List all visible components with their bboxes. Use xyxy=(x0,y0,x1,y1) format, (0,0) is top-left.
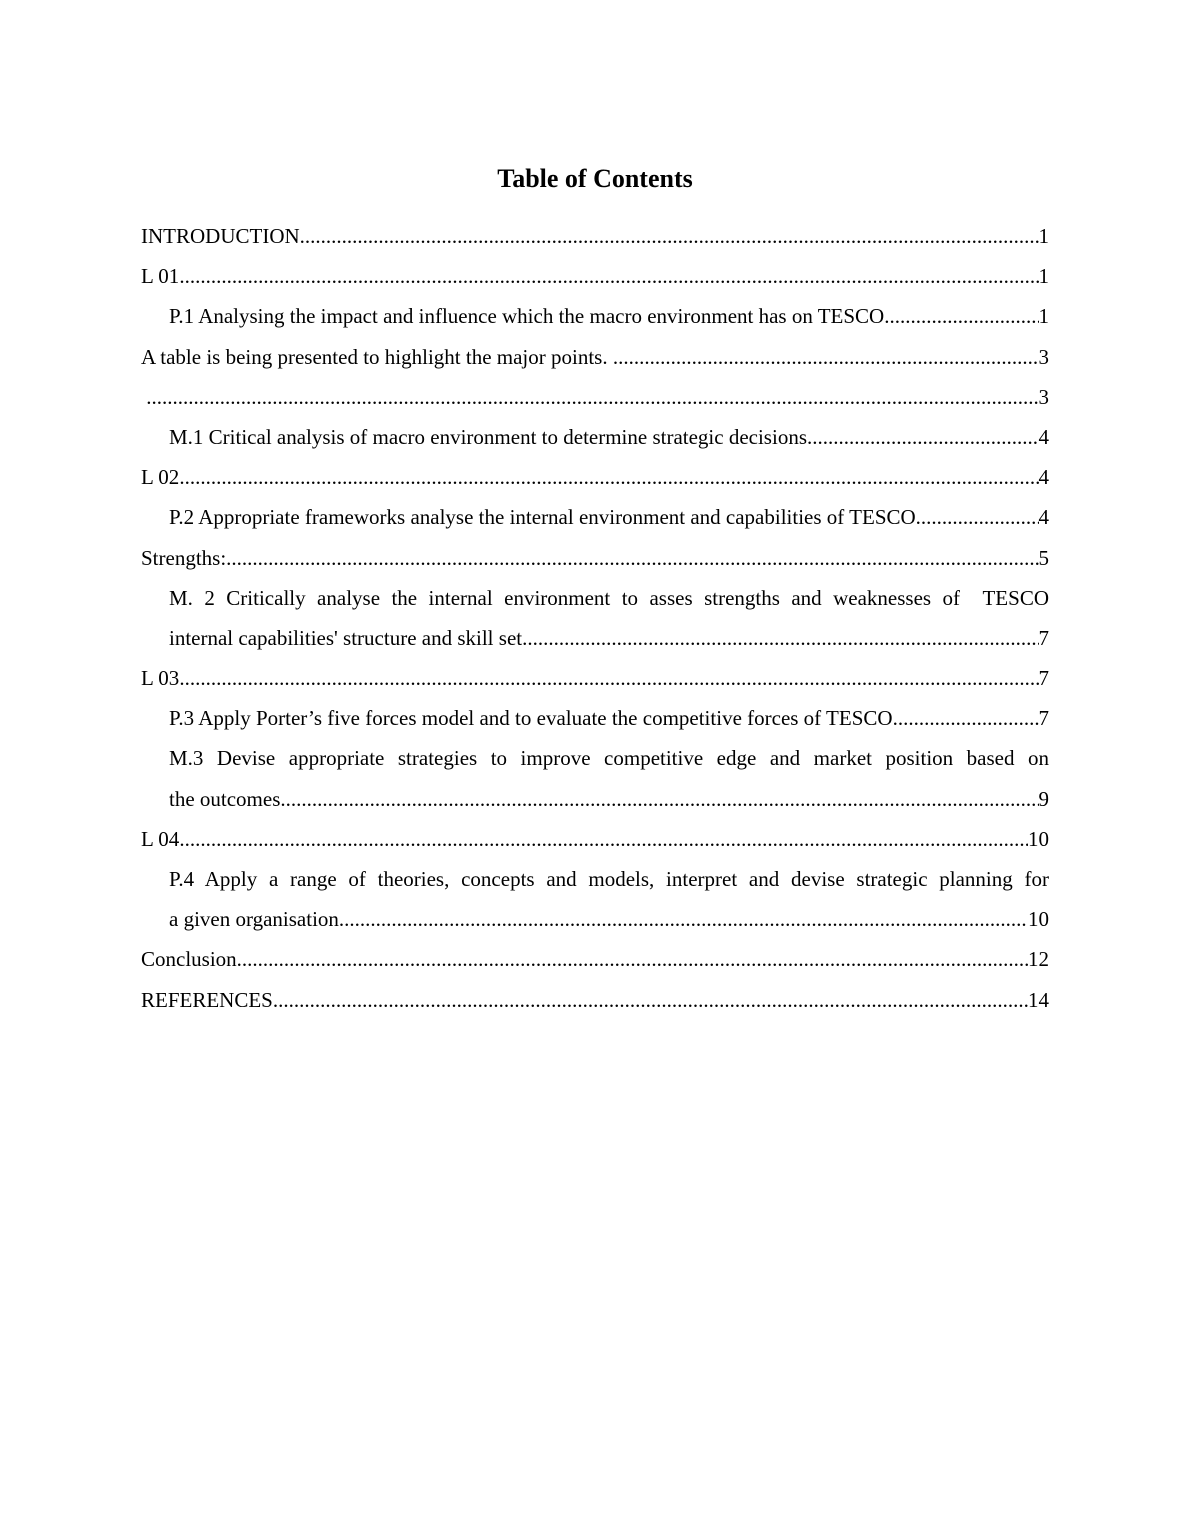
toc-entry-p4[interactable] xyxy=(141,899,1049,939)
toc-entry-blank[interactable] xyxy=(141,377,1049,417)
toc-page-number: 3 xyxy=(1038,344,1049,369)
toc-entry-m2-line1[interactable] xyxy=(141,578,1049,618)
dot-leader xyxy=(179,658,1038,698)
toc-page-number: 7 xyxy=(1038,706,1049,731)
toc-entry-m3[interactable] xyxy=(141,779,1049,819)
toc-entry-label: L 04 xyxy=(141,826,180,851)
toc-entry-label: REFERENCES xyxy=(141,987,273,1012)
document-title: Table of Contents xyxy=(497,164,693,193)
toc-entry-m2[interactable] xyxy=(141,618,1049,658)
dot-leader xyxy=(893,698,1039,738)
toc-page-number: 3 xyxy=(1038,384,1049,409)
toc-page-number: 4 xyxy=(1038,505,1049,530)
toc-page-number: 1 xyxy=(1038,304,1049,329)
dot-leader xyxy=(179,457,1038,497)
dot-leader xyxy=(146,377,1038,417)
toc-entry-label: P.3 Apply Porter’s five forces model and to evaluate the competitive forces of TESCO xyxy=(169,706,893,731)
toc-entry-l02[interactable] xyxy=(141,457,1049,497)
dot-leader xyxy=(280,779,1038,819)
toc-entry-label: INTRODUCTION xyxy=(141,224,300,248)
toc-page-number: 14 xyxy=(1028,987,1049,1012)
toc-entry-label: the outcomes xyxy=(169,786,281,811)
toc-entry-label: internal capabilities' structure and skill set xyxy=(169,625,523,650)
dot-leader xyxy=(884,296,1038,336)
dot-leader xyxy=(179,819,1028,859)
dot-leader xyxy=(339,899,1028,939)
toc-entry-label: A table is being presented to highlight the major points. xyxy=(141,344,613,369)
dot-leader xyxy=(300,216,1039,256)
toc-entry-table-points[interactable] xyxy=(141,337,1049,377)
dot-leader xyxy=(226,538,1038,578)
toc-entry-label-line1: M.3 Devise appropriate strategies to improve competitive edge and market position based on xyxy=(169,746,1049,771)
toc-entry-introduction[interactable] xyxy=(141,216,1049,256)
toc-entry-l04[interactable] xyxy=(141,819,1049,859)
toc-page-number: 9 xyxy=(1038,786,1049,811)
toc-page-number: 4 xyxy=(1038,424,1049,449)
toc-entry-strengths[interactable] xyxy=(141,538,1049,578)
dot-leader xyxy=(613,337,1039,377)
dot-leader xyxy=(273,980,1028,1020)
toc-entry-p4-line1[interactable] xyxy=(141,859,1049,899)
toc-page-number: 4 xyxy=(1038,465,1049,490)
toc-entry-label: L 01 xyxy=(141,264,180,289)
dot-leader xyxy=(237,939,1028,979)
dot-leader xyxy=(807,417,1039,457)
dot-leader xyxy=(916,497,1039,537)
toc-entry-label: Conclusion xyxy=(141,947,237,972)
toc-entry-m3-line1[interactable] xyxy=(141,738,1049,778)
toc-page-number: 12 xyxy=(1028,947,1049,972)
toc-entry-p3[interactable] xyxy=(141,698,1049,738)
toc-entry-p2[interactable] xyxy=(141,497,1049,537)
toc-page-number: 10 xyxy=(1028,826,1049,851)
toc-page-number: 7 xyxy=(1038,666,1049,691)
toc-entry-p1[interactable] xyxy=(141,296,1049,336)
toc-entry-label: M.1 Critical analysis of macro environment to determine strategic decisions xyxy=(169,424,807,449)
toc-entry-label: L 03 xyxy=(141,666,180,691)
toc-page-number: 5 xyxy=(1038,545,1049,570)
toc-entry-l01[interactable] xyxy=(141,256,1049,296)
toc-entry-m1[interactable] xyxy=(141,417,1049,457)
toc-entry-l03[interactable] xyxy=(141,658,1049,698)
toc-page-number: 7 xyxy=(1038,625,1049,650)
dot-leader xyxy=(522,618,1038,658)
toc-entry-label: Strengths: xyxy=(141,545,227,570)
table-of-contents xyxy=(141,216,1049,1020)
toc-entry-label: L 02 xyxy=(141,465,180,490)
toc-page-number: 1 xyxy=(1038,264,1049,289)
toc-entry-label: a given organisation xyxy=(169,907,339,932)
toc-entry-conclusion[interactable] xyxy=(141,939,1049,979)
toc-entry-references[interactable] xyxy=(141,980,1049,1020)
toc-entry-label: P.2 Appropriate frameworks analyse the internal environment and capabilities of TESCO xyxy=(169,505,916,530)
toc-page-number: 10 xyxy=(1028,907,1049,932)
toc-page-number: 1 xyxy=(1038,224,1049,248)
dot-leader xyxy=(179,256,1038,296)
toc-entry-label-line1: P.4 Apply a range of theories, concepts and models, interpret and devise strategic planning for xyxy=(169,867,1049,891)
toc-entry-label: P.1 Analysing the impact and influence which the macro environment has on TESCO xyxy=(169,304,885,329)
toc-entry-label-line1: M. 2 Critically analyse the internal environment to asses strengths and weaknesses of TESCO xyxy=(169,585,1049,610)
